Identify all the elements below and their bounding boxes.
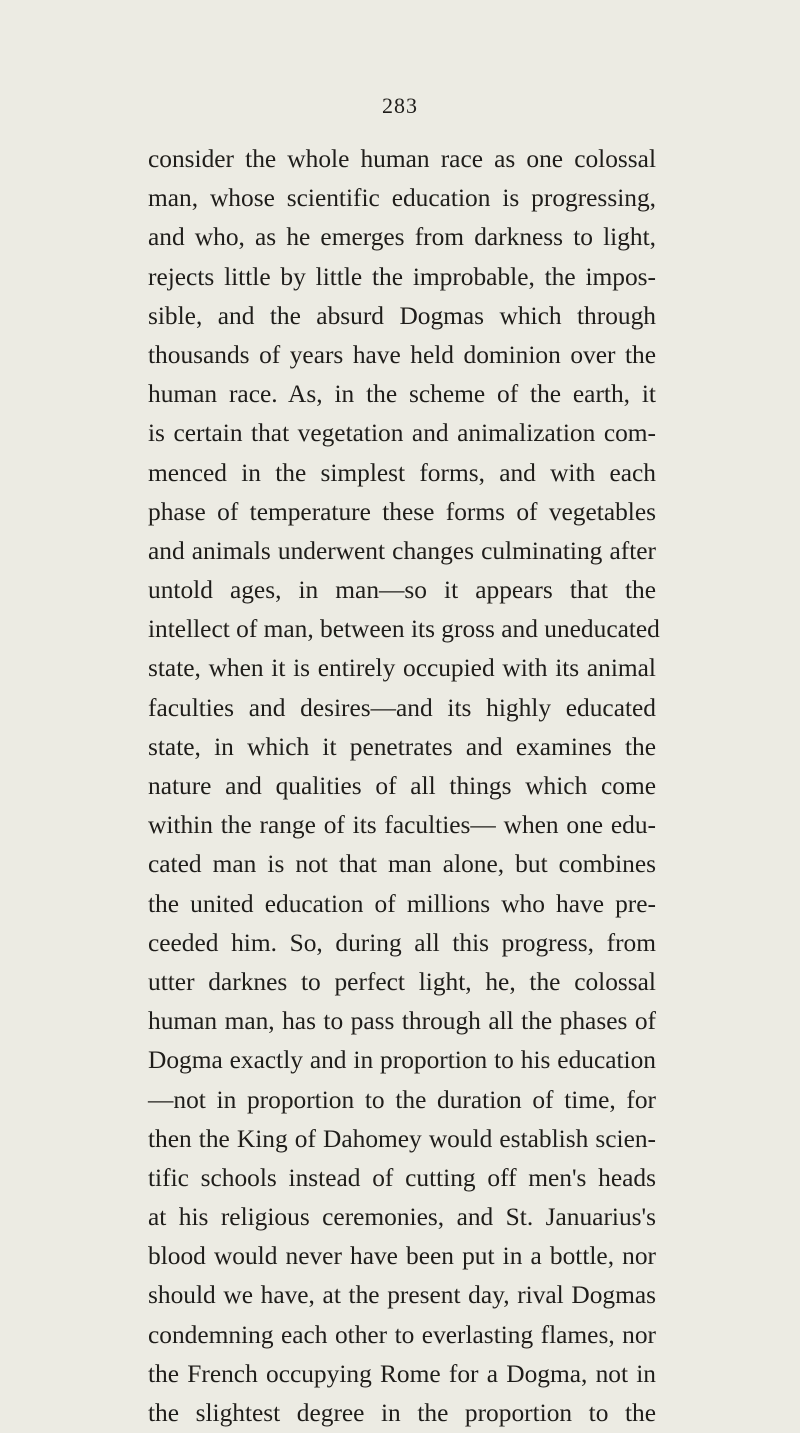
body-text — [148, 140, 660, 1433]
text-line: nature and qualities of all things which come — [148, 772, 656, 800]
text-line: state, in which it penetrates and examines the — [148, 732, 656, 761]
text-line: at his religious ceremonies, and St. Januarius's — [148, 1203, 656, 1232]
text-line: thousands of years have held dominion over the — [148, 340, 656, 369]
text-line: state, when it is entirely occupied with its animal — [148, 654, 656, 683]
text-line: and who, as he emerges from darkness to light, — [148, 223, 656, 252]
text-line: cated man is not that man alone, but combines — [148, 850, 656, 879]
text-line: menced in the simplest forms, and with each — [148, 458, 656, 487]
text-line: sible, and the absurd Dogmas which through — [148, 301, 656, 330]
text-line: rejects little by little the improbable, the impos- — [148, 262, 656, 291]
text-line: the united education of millions who have pre- — [148, 889, 656, 918]
text-line: condemning each other to everlasting flames, nor — [148, 1320, 656, 1349]
text-line: ceeded him. So, during all this progress, from — [148, 928, 656, 957]
text-line: is certain that vegetation and animalization com- — [148, 419, 656, 448]
text-line: tific schools instead of cutting off men's heads — [148, 1163, 656, 1192]
text-line: and animals underwent changes culminating after — [148, 536, 656, 565]
text-line: phase of temperature these forms of vegetables — [148, 497, 656, 526]
text-line: untold ages, in man—so it appears that the — [148, 576, 656, 605]
text-line: the slightest degree in the proportion to the — [148, 1399, 656, 1427]
text-line: consider the whole human race as one colossal — [148, 145, 656, 173]
text-line: blood would never have been put in a bottle, nor — [148, 1242, 656, 1271]
text-line: should we have, at the present day, rival Dogmas — [148, 1281, 656, 1310]
text-line: then the King of Dahomey would establish scien- — [148, 1124, 656, 1153]
text-line: within the range of its faculties— when one edu- — [148, 811, 656, 840]
text-line: faculties and desires—and its highly educated — [148, 693, 656, 722]
text-line: Dogma exactly and in proportion to his education — [148, 1046, 656, 1075]
text-line: the French occupying Rome for a Dogma, not in — [148, 1359, 656, 1388]
text-line: —not in proportion to the duration of time, for — [148, 1085, 656, 1114]
text-line: human race. As, in the scheme of the earth, it — [148, 380, 656, 409]
text-line: human man, has to pass through all the phases of — [148, 1007, 656, 1036]
text-line: man, whose scientific education is progressing, — [148, 184, 656, 213]
text-line: intellect of man, between its gross and uneducated — [148, 615, 660, 644]
page-number: 283 — [382, 93, 418, 118]
text-line: utter darknes to perfect light, he, the colossal — [148, 967, 656, 996]
